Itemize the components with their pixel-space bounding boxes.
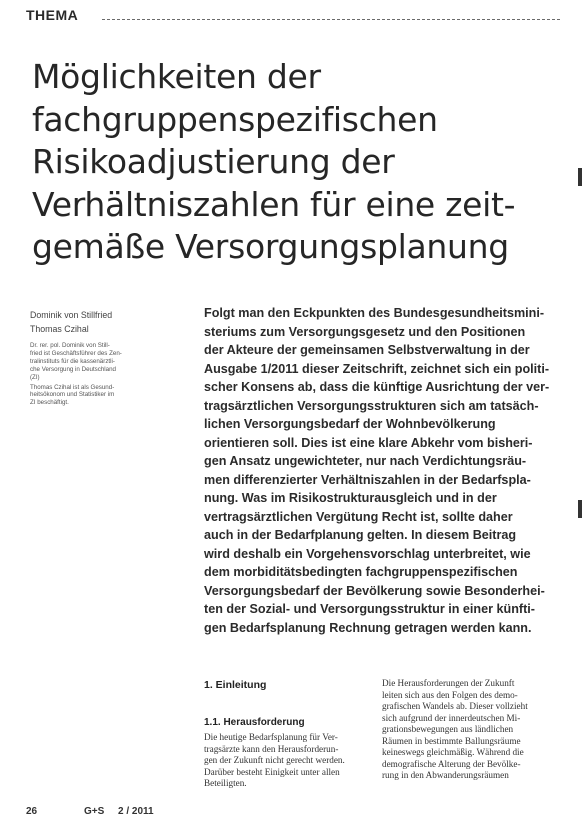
abstract-line: lichen Versorgungsbedarf der Wohnbevölkerung — [204, 417, 496, 431]
abstract-line: ten der Sozial- und Versorgungsstruktur in einer künfti- — [204, 602, 535, 616]
section-rule — [102, 19, 560, 20]
section-header — [26, 4, 560, 26]
title-line: Verhältniszahlen für eine zeit- — [32, 184, 516, 224]
article-title — [32, 56, 552, 269]
abstract-line: men differenzierter Verhältniszahlen in der Bedarfspla- — [204, 472, 531, 487]
abstract-line: Folgt man den Eckpunkten des Bundesgesundheitsmini- — [204, 306, 545, 320]
abstract-line: Ausgabe 1/2011 dieser Zeitschrift, zeichnet sich ein politi- — [204, 361, 550, 376]
abstract-line: gen Ansatz ungewichteter, nur nach Verdichtungsräu- — [204, 454, 527, 468]
body-line: grafischen Wandels ab. Dieser vollzieht — [382, 701, 528, 711]
body-line: Die heutige Bedarfsplanung für Ver- — [204, 732, 338, 742]
page-edge-mark — [578, 500, 582, 518]
abstract — [204, 304, 549, 637]
body-line: sich aufgrund der innerdeutschen Mi- — [382, 712, 521, 723]
abstract-line: orientieren soll. Dies ist eine klare Abkehr vom bisheri- — [204, 435, 533, 450]
author-note-line: fried ist Geschäftsführer des Zen- — [30, 349, 122, 357]
subsection-heading: 1.1. Herausforderung — [204, 717, 305, 728]
abstract-line: auch in der Bedarfplanung gelten. In diesem Beitrag — [204, 528, 517, 542]
abstract-line: tragsärztlichen Versorgungsstrukturen sich am tatsäch- — [204, 398, 539, 413]
author-note-line: ZI beschäftigt. — [30, 399, 69, 407]
author-note-line: Thomas Czihal ist als Gesund- — [30, 383, 115, 391]
body-line: Räumen in bestimmte Ballungsräume — [382, 735, 521, 746]
journal-name: G+S — [84, 806, 105, 817]
body-line: grationsbewegungen aus ländlichen — [382, 724, 514, 734]
author-note-line: che Versorgung in Deutschland — [30, 365, 116, 373]
author-note-line: (ZI) — [30, 373, 40, 381]
author-list — [30, 308, 180, 336]
body-line: tragsärzte kann den Herausforderun- — [204, 743, 339, 754]
body-line: demografische Alterung der Bevölke- — [382, 758, 521, 769]
title-line: gemäße Versorgungsplanung — [32, 227, 509, 266]
section-label: THEMA — [26, 7, 79, 23]
abstract-line: steriums zum Versorgungsgesetz und den Positionen — [204, 324, 526, 339]
author-name: Thomas Czihal — [30, 324, 89, 334]
author-note-line: Dr. rer. pol. Dominik von Still- — [30, 342, 110, 349]
abstract-line: gen Bedarfsplanung Rechnung getragen werden kann. — [204, 620, 532, 635]
issue-number: 2 / 2011 — [118, 806, 154, 817]
author-note-line: tralinstituts für die kassenärztli- — [30, 357, 115, 365]
title-line: Möglichkeiten der — [32, 57, 321, 96]
title-line: fachgruppenspezifischen — [32, 99, 438, 139]
abstract-line: dem morbiditätsbedingten fachgruppenspezifischen — [204, 565, 518, 579]
abstract-line: vertragsärztlichen Vergütung Recht ist, sollte daher — [204, 509, 513, 524]
body-line: gen der Zukunft nicht gerecht werden. — [204, 755, 345, 765]
body-line: rung in den Abwanderungsräumen — [382, 770, 509, 780]
body-line: Darüber besteht Einigkeit unter allen — [204, 766, 340, 777]
abstract-line: scher Konsens ab, dass die künftige Ausrichtung der ver- — [204, 380, 550, 394]
abstract-line: der Akteure der gemeinsamen Selbstverwaltung in der — [204, 343, 530, 357]
body-paragraph — [382, 678, 550, 782]
body-line: keineswegs gleichmäßig. Während die — [382, 747, 524, 757]
author-name: Dominik von Stillfried — [30, 310, 113, 320]
body-paragraph — [204, 732, 374, 790]
body-column-left — [204, 678, 374, 790]
abstract-line: nung. Was im Risikostrukturausgleich und in der — [204, 491, 497, 505]
title-line: Risikoadjustierung der — [32, 142, 395, 181]
author-note-line: heitsökonom und Statistiker im — [30, 391, 115, 399]
body-column-right — [382, 678, 550, 782]
abstract-line: Versorgungsbedarf der Bevölkerung sowie Besonderhei- — [204, 583, 545, 598]
body-line: Beteiligten. — [204, 778, 247, 788]
page-number: 26 — [26, 806, 38, 817]
abstract-line: wird deshalb ein Vorgehensvorschlag unterbreitet, wie — [204, 546, 531, 561]
body-line: leiten sich aus den Folgen des demo- — [382, 689, 518, 700]
page-edge-mark — [578, 168, 582, 186]
author-notes — [30, 342, 156, 407]
section-heading: 1. Einleitung — [204, 679, 267, 691]
body-line: Die Herausforderungen der Zukunft — [382, 678, 515, 688]
